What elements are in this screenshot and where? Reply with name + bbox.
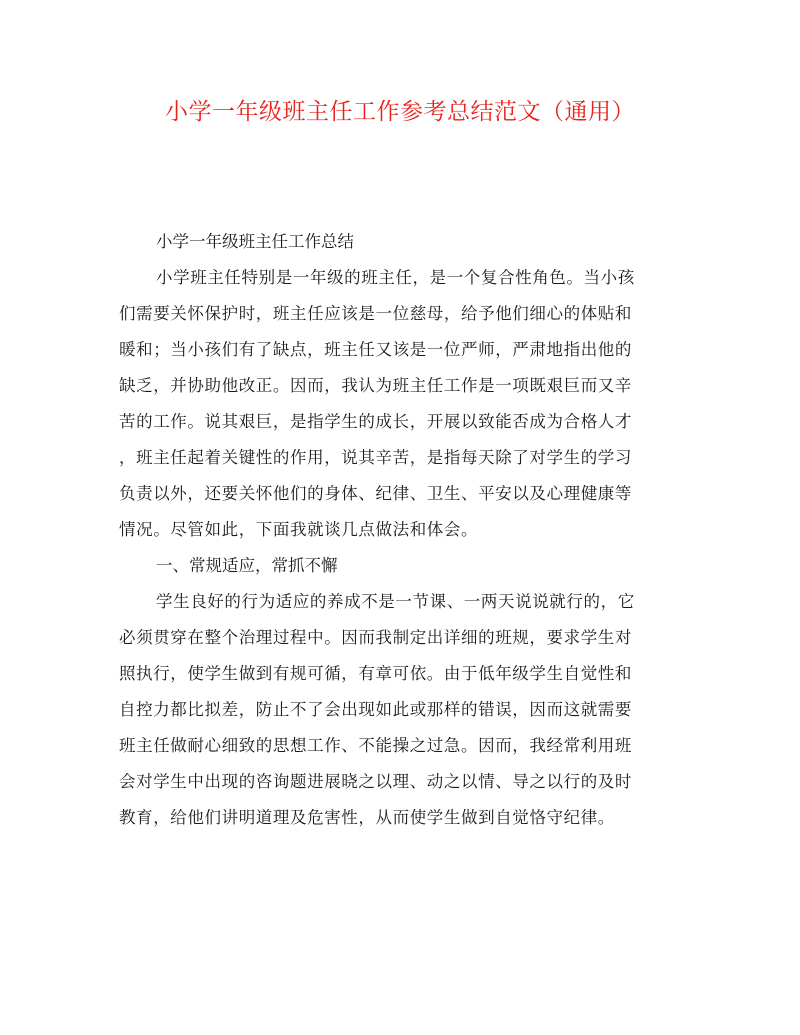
document-body xyxy=(119,224,675,836)
paragraph-line: ，班主任起着关键性的作用，说其辛苦，是指每天除了对学生的学习 xyxy=(119,448,632,467)
paragraph-line: 暖和；当小孩们有了缺点，班主任又该是一位严师，严肃地指出他的 xyxy=(119,340,632,359)
section-heading: 一、常规适应，常抓不懈 xyxy=(156,556,338,575)
paragraph-line: 小学班主任特别是一年级的班主任，是一个复合性角色。当小孩 xyxy=(156,268,635,287)
paragraph-line: 情况。尽管如此，下面我就谈几点做法和体会。 xyxy=(119,520,479,539)
paragraph-line: 负责以外，还要关怀他们的身体、纪律、卫生、平安以及心理健康等 xyxy=(119,484,632,503)
paragraph-line: 苦的工作。说其艰巨，是指学生的成长，开展以致能否成为合格人才 xyxy=(119,412,632,431)
paragraph-line: 班主任做耐心细致的思想工作、不能操之过急。因而，我经常利用班 xyxy=(119,736,632,755)
paragraph-line: 照执行，使学生做到有规可循，有章可依。由于低年级学生自觉性和 xyxy=(119,664,632,683)
paragraph-line: 学生良好的行为适应的养成不是一节课、一两天说说就行的，它 xyxy=(156,592,635,611)
paragraph-section1 xyxy=(119,584,675,836)
paragraph-line: 必须贯穿在整个治理过程中。因而我制定出详细的班规，要求学生对 xyxy=(119,628,632,647)
paragraph-line: 教育，给他们讲明道理及危害性，从而使学生做到自觉恪守纪律。 xyxy=(119,808,615,827)
document-subtitle: 小学一年级班主任工作总结 xyxy=(156,232,354,251)
paragraph-line: 缺乏，并协助他改正。因而，我认为班主任工作是一项既艰巨而又辛 xyxy=(119,376,632,395)
paragraph-line: 们需要关怀保护时，班主任应该是一位慈母，给予他们细心的体贴和 xyxy=(119,304,632,323)
document-title: 小学一年级班主任工作参考总结范文（通用） xyxy=(165,99,635,125)
paragraph-line: 会对学生中出现的咨询题进展晓之以理、动之以情、导之以行的及时 xyxy=(119,772,632,791)
paragraph-intro xyxy=(119,260,675,548)
paragraph-line: 自控力都比拟差，防止不了会出现如此或那样的错误，因而这就需要 xyxy=(119,700,632,719)
